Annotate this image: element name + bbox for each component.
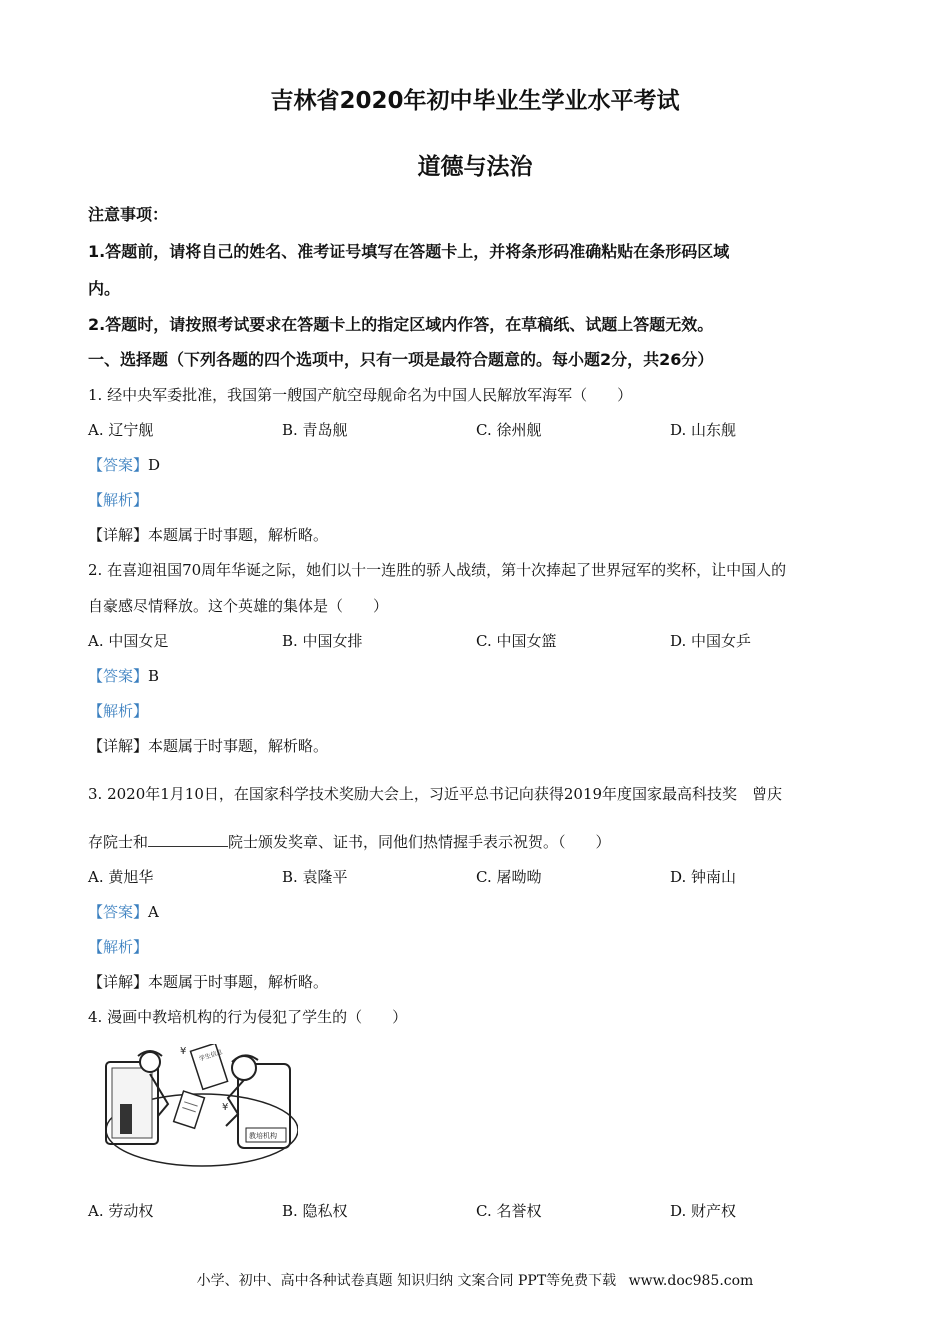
- analysis-label: 【解析】: [88, 702, 149, 720]
- option-a: A. 黄旭华: [88, 868, 154, 886]
- question-2-stem-cont: 自豪感尽情释放。这个英雄的集体是（ ）: [88, 597, 389, 615]
- question-1-stem: 1. 经中央军委批准，我国第一艘国产航空母舰命名为中国人民解放军海军（ ）: [88, 386, 633, 404]
- option-c: C. 名誉权: [476, 1202, 542, 1220]
- question-3-options: [88, 866, 868, 888]
- option-a: A. 劳动权: [88, 1202, 154, 1220]
- image-label-student-info: 学生信息: [198, 1048, 224, 1063]
- question-1-options: [88, 419, 868, 441]
- exam-title: 吉林省2020年初中毕业生学业水平考试: [270, 88, 680, 114]
- detail-text: 本题属于时事题，解析略。: [148, 526, 329, 544]
- option-a: A. 辽宁舰: [88, 421, 154, 439]
- option-d: D. 财产权: [670, 1202, 737, 1220]
- option-a: A. 中国女足: [88, 632, 169, 650]
- question-2-detail: [88, 735, 868, 757]
- question-2-answer: [88, 665, 868, 687]
- option-d: D. 中国女乒: [670, 632, 752, 650]
- analysis-label: 【解析】: [88, 491, 149, 509]
- question-2-options: [88, 630, 868, 652]
- question-3-detail: [88, 971, 868, 993]
- option-d: D. 钟南山: [670, 868, 737, 886]
- question-1-detail: [88, 524, 868, 546]
- answer-label: 【答案】: [88, 903, 149, 921]
- answer-value: D: [148, 456, 161, 474]
- notice-item-1-cont: 内。: [88, 279, 121, 298]
- stem-pre: 存院士和: [88, 833, 149, 851]
- question-1-answer: [88, 454, 868, 476]
- page-footer: [0, 1270, 950, 1290]
- analysis-label: 【解析】: [88, 938, 149, 956]
- image-label-training-agency: 教培机构: [249, 1132, 277, 1140]
- option-d: D. 山东舰: [670, 421, 737, 439]
- notice-item-1: 1.答题前，请将自己的姓名、准考证号填写在答题卡上，并将条形码准确粘贴在条形码区域: [88, 242, 730, 261]
- question-3-stem: 3. 2020年1月10日，在国家科学技术奖励大会上，习近平总书记向获得2019年度国家最高科技奖 曾庆: [88, 785, 783, 803]
- question-2-analysis: [88, 700, 868, 722]
- answer-label: 【答案】: [88, 667, 149, 685]
- option-b: B. 袁隆平: [282, 868, 348, 886]
- option-c: C. 屠呦呦: [476, 868, 542, 886]
- footer-text: 小学、初中、高中各种试卷真题 知识归纳 文案合同 PPT等免费下载: [196, 1273, 617, 1289]
- detail-text: 本题属于时事题，解析略。: [148, 737, 329, 755]
- stem-post: 院士颁发奖章、证书，同他们热情握手表示祝贺。（ ）: [228, 833, 611, 851]
- option-c: C. 徐州舰: [476, 421, 542, 439]
- svg-text:¥: ¥: [180, 1046, 187, 1057]
- notice-heading: 注意事项：: [88, 205, 169, 224]
- question-2-stem: 2. 在喜迎祖国70周年华诞之际，她们以十一连胜的骄人战绩，第十次捧起了世界冠军的奖杯，让中国人的: [88, 561, 787, 579]
- question-3-answer: [88, 901, 868, 923]
- option-b: B. 隐私权: [282, 1202, 348, 1220]
- fill-blank: [148, 832, 228, 847]
- option-b: B. 中国女排: [282, 632, 363, 650]
- question-4-stem: 4. 漫画中教培机构的行为侵犯了学生的（ ）: [88, 1008, 408, 1026]
- answer-value: A: [148, 903, 159, 921]
- exam-subject: 道德与法治: [417, 154, 533, 180]
- question-3-stem-cont: [88, 831, 868, 853]
- detail-label: 【详解】: [88, 973, 149, 991]
- detail-text: 本题属于时事题，解析略。: [148, 973, 329, 991]
- question-1-analysis: [88, 489, 868, 511]
- question-3-analysis: [88, 936, 868, 958]
- question-4-options: [88, 1200, 868, 1222]
- detail-label: 【详解】: [88, 526, 149, 544]
- notice-item-2: 2.答题时，请按照考试要求在答题卡上的指定区域内作答，在草稿纸、试题上答题无效。: [88, 315, 714, 334]
- cartoon-image: [98, 1044, 298, 1172]
- detail-label: 【详解】: [88, 737, 149, 755]
- option-c: C. 中国女篮: [476, 632, 557, 650]
- answer-label: 【答案】: [88, 456, 149, 474]
- section-heading: 一、选择题（下列各题的四个选项中，只有一项是最符合题意的。每小题2分，共26分）: [88, 350, 714, 369]
- svg-text:¥: ¥: [222, 1102, 229, 1113]
- footer-site-link[interactable]: www.doc985.com: [628, 1273, 754, 1289]
- answer-value: B: [148, 667, 160, 685]
- option-b: B. 青岛舰: [282, 421, 348, 439]
